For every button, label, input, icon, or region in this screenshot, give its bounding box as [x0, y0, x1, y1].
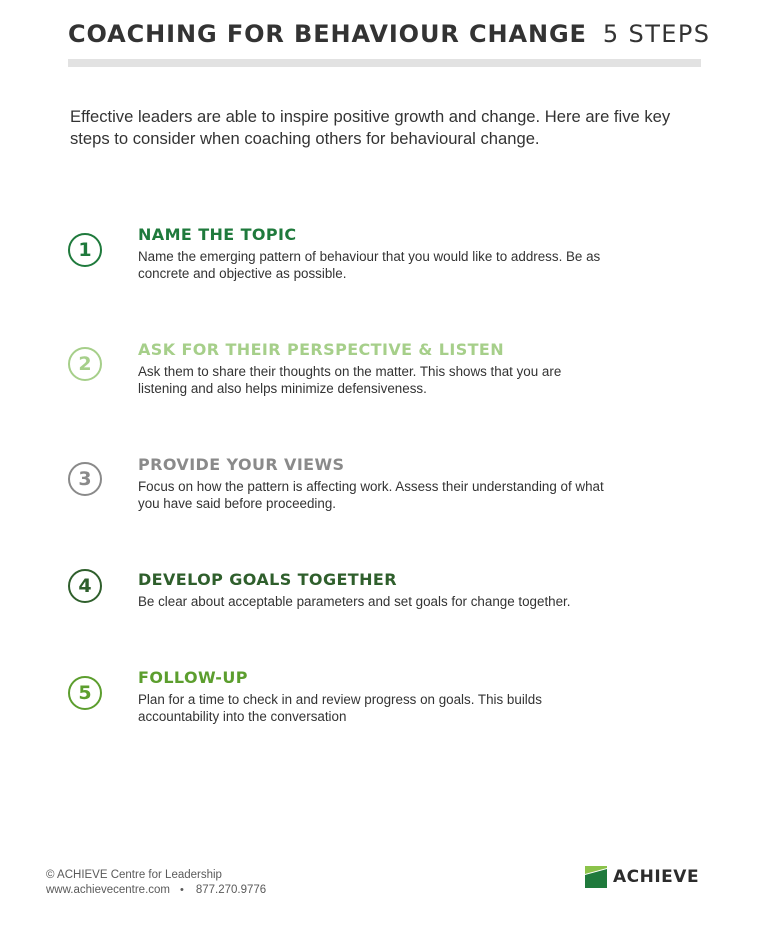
- footer-contact: [46, 883, 266, 898]
- step-title: NAME THE TOPIC: [138, 225, 297, 244]
- footer-phone: 877.270.9776: [195, 884, 267, 896]
- step-number-circle: 1: [68, 233, 102, 267]
- step-number-circle: 3: [68, 462, 102, 496]
- step-number-circle: 5: [68, 676, 102, 710]
- footer-website-link[interactable]: www.achievecentre.com: [46, 884, 170, 896]
- achieve-logo-mark-icon: [585, 866, 607, 888]
- footer-bullet: •: [180, 884, 184, 896]
- step-number-circle: 2: [68, 347, 102, 381]
- header-rule: [68, 59, 701, 67]
- step-description: Ask them to share their thoughts on the matter. This shows that you are listening and also helps minimize defensiveness.: [138, 364, 562, 396]
- title-row: [68, 20, 711, 48]
- step-description: Name the emerging pattern of behaviour that you would like to address. Be as concrete and objective as possible.: [138, 249, 601, 281]
- footer-copyright: © ACHIEVE Centre for Leadership: [46, 869, 222, 881]
- step-number-circle: 4: [68, 569, 102, 603]
- step-description: Focus on how the pattern is affecting work. Assess their understanding of what you have said before proceeding.: [138, 479, 604, 511]
- step-title: PROVIDE YOUR VIEWS: [138, 455, 345, 474]
- header: [68, 20, 711, 48]
- intro-paragraph: Effective leaders are able to inspire positive growth and change. Here are five key steps to consider when coaching others for behavioural change.: [70, 107, 671, 148]
- achieve-logo: [585, 866, 699, 888]
- step-title: FOLLOW-UP: [138, 668, 248, 687]
- step-description: Be clear about acceptable parameters and set goals for change together.: [138, 594, 571, 609]
- page-title: COACHING FOR BEHAVIOUR CHANGE: [68, 20, 587, 48]
- footer: [46, 868, 266, 898]
- step-title: ASK FOR THEIR PERSPECTIVE & LISTEN: [138, 340, 505, 359]
- page-subtitle: 5 STEPS: [602, 20, 711, 48]
- logo-wordmark: ACHIEVE: [613, 867, 700, 887]
- step-description: Plan for a time to check in and review progress on goals. This builds accountability into the conversation: [138, 692, 542, 724]
- step-title: DEVELOP GOALS TOGETHER: [138, 570, 397, 589]
